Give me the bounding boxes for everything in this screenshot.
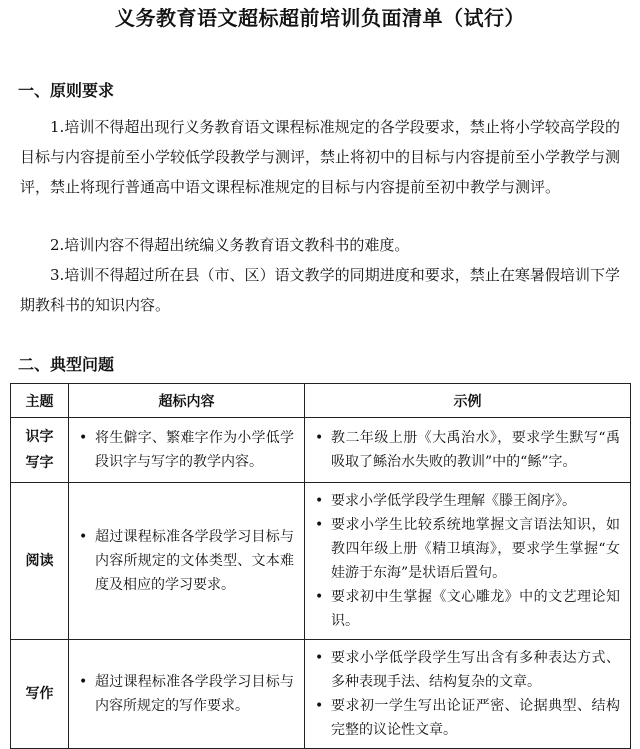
example-item: • 要求初一学生写出论证严密、论据典型、结构完整的议论性文章。	[305, 694, 620, 742]
content-cell	[69, 483, 305, 640]
section-heading-typical-issues: 二、典型问题	[18, 355, 115, 374]
subject-label-line2: 写字	[25, 455, 54, 471]
example-item: • 要求小学低学段学生理解《滕王阁序》。	[305, 489, 620, 513]
header-subject: 主题	[11, 384, 69, 418]
subject-cell	[11, 483, 69, 640]
examples-cell	[305, 418, 631, 483]
section-heading-principles: 一、原则要求	[18, 81, 115, 100]
example-item: • 教二年级上册《大禹治水》，要求学生默写“禹吸取了鲧治水失败的教训”中的“鲧”字。	[305, 426, 620, 474]
content-cell	[69, 418, 305, 483]
table-row	[11, 418, 631, 483]
content-item: • 超过课程标准各学段学习目标与内容所规定的写作要求。	[69, 670, 294, 718]
example-item: • 要求小学低学段学生写出含有多种表达方式、多种表现手法、结构复杂的文章。	[305, 646, 620, 694]
examples-cell	[305, 640, 631, 749]
example-item: • 要求初中生掌握《文心雕龙》中的文艺理论知识。	[305, 585, 620, 633]
subject-cell	[11, 418, 69, 483]
typical-issues-table	[10, 383, 631, 749]
principle-paragraph-3: 3.培训不得超过所在县（市、区）语文教学的同期进度和要求，禁止在寒暑假培训下学期教科书的知识内容。	[20, 266, 620, 314]
subject-label-line1: 识字	[25, 429, 54, 445]
content-item: • 超过课程标准各学段学习目标与内容所规定的文体类型、文本难度及相应的学习要求。	[69, 525, 294, 597]
table-row	[11, 640, 631, 749]
principle-paragraph-2: 2.培训内容不得超出统编义务教育语文教科书的难度。	[50, 236, 410, 254]
document-title: 义务教育语文超标超前培训负面清单（试行）	[115, 6, 525, 30]
table-header-row	[11, 384, 631, 418]
table-row	[11, 483, 631, 640]
examples-cell	[305, 483, 631, 640]
content-cell	[69, 640, 305, 749]
principle-paragraph-1: 1.培训不得超出现行义务教育语文课程标准规定的各学段要求，禁止将小学较高学段的目标与内容提前至小学较低学段教学与测评，禁止将初中的目标与内容提前至小学教学与测评，禁止将现行普通高中语文课程标准规定的目标与内容提前至初中教学与测评。	[20, 118, 621, 196]
subject-cell	[11, 640, 69, 749]
content-item: • 将生僻字、繁难字作为小学低学段识字与写字的教学内容。	[69, 426, 294, 474]
header-examples: 示例	[305, 384, 631, 418]
header-content: 超标内容	[69, 384, 305, 418]
subject-label-line1: 写作	[25, 686, 54, 702]
example-item: • 要求小学生比较系统地掌握文言语法知识，如教四年级上册《精卫填海》，要求学生掌握“女娃游于东海”是状语后置句。	[305, 513, 620, 585]
subject-label-line1: 阅读	[25, 553, 54, 569]
